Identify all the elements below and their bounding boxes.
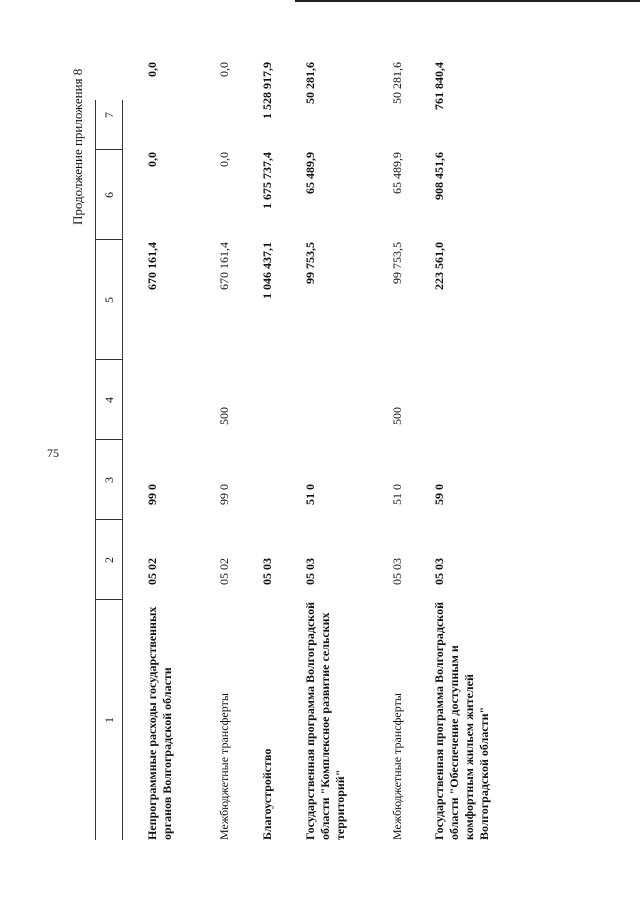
page-number: 75: [47, 446, 59, 460]
table-cell-section: 05 02: [145, 558, 159, 585]
table-cell-year1: 99 753,5: [303, 242, 317, 284]
table-row-name: Государственная программа Волгоградской области "Обеспечение доступным и комфортным жильем жителей Волгоградской области": [432, 602, 491, 840]
table-row-name: Непрограммные расходы государственных органов Волгоградской области: [145, 606, 174, 840]
col-divider-4-5: [95, 359, 123, 360]
table-cell-program: 59 0: [432, 484, 446, 505]
table-cell-year1: 1 046 437,1: [260, 242, 274, 299]
table-row-name: Благоустройство: [260, 748, 274, 840]
table-cell-year2: 0,0: [217, 152, 231, 167]
header-col-6: 6: [102, 192, 116, 198]
header-col-1: 1: [102, 717, 116, 723]
table-row-name: Межбюджетные трансферты: [390, 693, 404, 840]
table-cell-year1: 223 561,0: [432, 242, 446, 290]
header-col-3: 3: [102, 477, 116, 483]
table-cell-year3: 50 281,6: [390, 62, 404, 104]
header-bottom-line: [122, 100, 123, 840]
table-cell-year2: 0,0: [145, 152, 159, 167]
table-cell-year3: 0,0: [217, 62, 231, 77]
table-cell-section: 05 02: [217, 558, 231, 585]
table-cell-program: 99 0: [145, 484, 159, 505]
table-row-name: Межбюджетные трансферты: [217, 693, 231, 840]
table-cell-expense-type: 500: [390, 407, 404, 425]
table-cell-year2: 1 675 737,4: [260, 152, 274, 209]
table-cell-section: 05 03: [303, 558, 317, 585]
table-cell-year2: 908 451,6: [432, 152, 446, 200]
col-divider-6-7: [95, 149, 123, 150]
table-cell-year1: 670 161,4: [145, 242, 159, 290]
col-divider-2-3: [95, 519, 123, 520]
table-cell-year2: 65 489,9: [303, 152, 317, 194]
table-cell-year3: 761 840,4: [432, 62, 446, 110]
table-cell-section: 05 03: [260, 558, 274, 585]
table-cell-section: 05 03: [432, 558, 446, 585]
table-cell-year3: 1 528 917,9: [260, 62, 274, 119]
table-row-name: Государственная программа Волгоградской области "Комплексное развитие сельских территорий": [303, 602, 347, 840]
table-subtitle: Продолжение приложения 8: [70, 68, 85, 225]
header-top-line: [95, 100, 96, 840]
table-cell-year2: 65 489,9: [390, 152, 404, 194]
table-cell-year1: 99 753,5: [390, 242, 404, 284]
header-col-7: 7: [102, 112, 116, 118]
table-cell-year3: 50 281,6: [303, 62, 317, 104]
col-divider-3-4: [95, 439, 123, 440]
header-col-2: 2: [102, 557, 116, 563]
header-col-5: 5: [102, 297, 116, 303]
col-divider-5-6: [95, 239, 123, 240]
col-divider-1-2: [95, 599, 123, 600]
table-cell-section: 05 03: [390, 558, 404, 585]
table-cell-year3: 0,0: [145, 62, 159, 77]
table-cell-program: 51 0: [303, 484, 317, 505]
table-cell-expense-type: 500: [217, 407, 231, 425]
table-cell-program: 99 0: [217, 484, 231, 505]
header-col-4: 4: [102, 397, 116, 403]
table-cell-year1: 670 161,4: [217, 242, 231, 290]
table-cell-program: 51 0: [390, 484, 404, 505]
